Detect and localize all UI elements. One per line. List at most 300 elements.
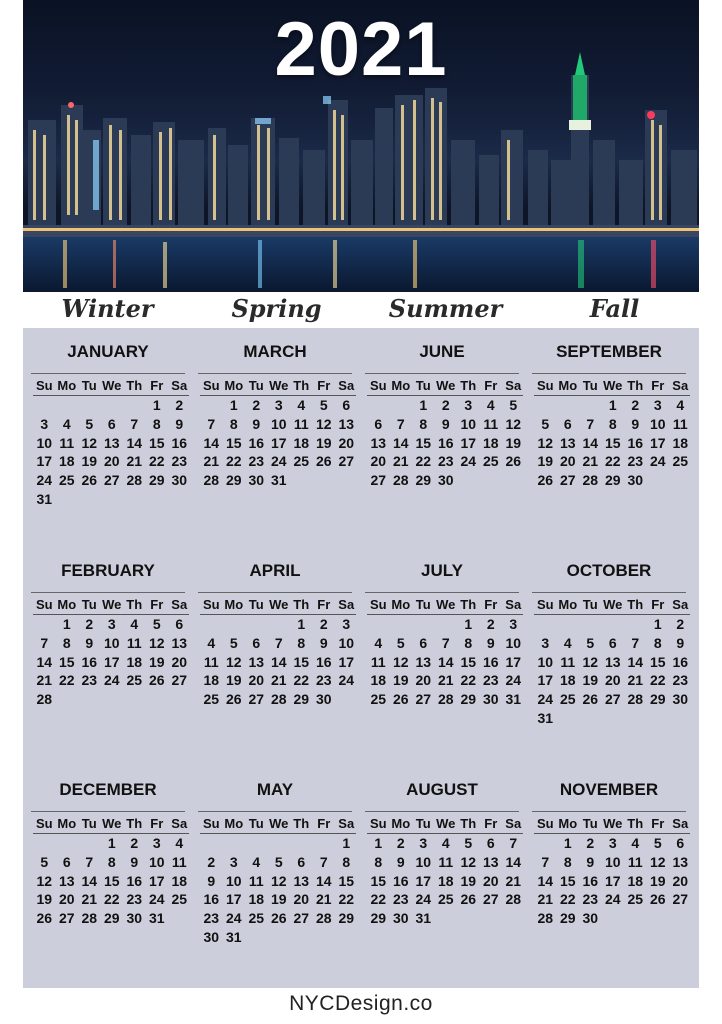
weekday-label: Sa [171, 378, 188, 393]
day-cell: 12 [270, 872, 287, 889]
weekday-label: Su [202, 816, 220, 831]
empty-day-cell [56, 490, 79, 509]
day-cell: 16 [81, 653, 98, 670]
day-cell: 1 [297, 616, 306, 632]
day-cell: 20 [248, 672, 265, 689]
empty-day-cell [223, 834, 246, 853]
weekday-label: Mo [57, 597, 77, 612]
week-row [534, 909, 690, 928]
day-cell: 5 [541, 415, 550, 432]
day-cell: 18 [126, 653, 143, 670]
weekday-label: We [102, 597, 122, 612]
week-row [33, 415, 189, 434]
weekday-label: Tu [81, 816, 97, 831]
day-cell: 7 [396, 415, 405, 432]
day-cell: 27 [293, 910, 310, 927]
day-cell: 2 [130, 835, 139, 851]
day-cell: 22 [293, 672, 310, 689]
day-cell: 11 [370, 653, 386, 670]
day-cell: 29 [649, 691, 666, 708]
day-cell: 4 [62, 415, 71, 432]
day-cell: 4 [631, 835, 640, 851]
day-cell: 24 [338, 672, 355, 689]
day-cell: 23 [81, 672, 98, 689]
weekday-label: Fr [651, 597, 665, 612]
day-cell: 10 [649, 415, 666, 432]
day-cell: 11 [171, 853, 187, 870]
day-cell: 1 [608, 397, 617, 413]
day-cell: 26 [392, 691, 409, 708]
day-cell: 14 [36, 653, 53, 670]
day-cell: 6 [419, 634, 428, 651]
day-cell: 5 [229, 634, 238, 651]
empty-day-cell [557, 396, 580, 415]
day-cell: 2 [441, 397, 450, 413]
week-row [367, 452, 523, 471]
day-cell: 28 [582, 472, 599, 489]
day-cell: 19 [148, 653, 165, 670]
week-row [200, 396, 356, 415]
weekday-label: Mo [558, 597, 578, 612]
day-cell: 31 [36, 490, 53, 507]
day-cell: 24 [148, 891, 165, 908]
day-cell: 6 [175, 616, 184, 632]
day-cell: 1 [464, 616, 473, 632]
day-cell: 4 [676, 397, 685, 413]
day-cell: 29 [293, 691, 310, 708]
day-cell: 13 [415, 653, 432, 670]
week-row [367, 434, 523, 453]
day-cell: 16 [627, 434, 644, 451]
week-row [534, 452, 690, 471]
day-cell: 3 [419, 835, 428, 851]
day-cell: 25 [126, 672, 143, 689]
week-row [33, 434, 189, 453]
week-row [200, 653, 356, 672]
week-row [534, 415, 690, 434]
empty-day-cell [457, 471, 480, 490]
weekday-label: Fr [484, 597, 498, 612]
weekday-label: Sa [672, 816, 689, 831]
day-cell: 5 [319, 397, 328, 413]
day-cell: 12 [148, 634, 165, 651]
day-cell: 13 [370, 434, 387, 451]
week-row [534, 853, 690, 872]
empty-day-cell [146, 690, 169, 709]
weekday-label: We [436, 816, 456, 831]
day-cell: 8 [152, 415, 161, 432]
day-cell: 21 [270, 672, 287, 689]
day-cell: 24 [103, 672, 120, 689]
day-cell: 19 [582, 672, 599, 689]
empty-day-cell [101, 690, 124, 709]
week-row [200, 909, 356, 928]
weekday-label: Th [126, 597, 143, 612]
day-cell: 18 [672, 434, 689, 451]
empty-day-cell [480, 909, 503, 928]
day-cell: 27 [58, 910, 75, 927]
weekday-header [367, 814, 523, 834]
day-cell: 28 [537, 910, 554, 927]
weekday-label: Mo [57, 378, 77, 393]
day-cell: 20 [171, 653, 188, 670]
day-cell: 20 [370, 453, 387, 470]
day-cell: 21 [582, 453, 599, 470]
day-cell: 25 [248, 910, 265, 927]
day-cell: 13 [293, 872, 310, 889]
day-cell: 10 [36, 434, 53, 451]
day-cell: 20 [559, 453, 576, 470]
weekday-label: Mo [57, 816, 77, 831]
month-name: FEBRUARY [61, 561, 155, 580]
day-cell: 2 [252, 397, 261, 413]
day-cell: 16 [437, 434, 454, 451]
empty-day-cell [602, 909, 625, 928]
day-cell: 27 [415, 691, 432, 708]
day-cell: 3 [464, 397, 473, 413]
day-cell: 22 [559, 891, 576, 908]
day-cell: 11 [126, 634, 142, 651]
day-cell: 16 [482, 653, 499, 670]
day-cell: 18 [171, 872, 188, 889]
week-row [200, 928, 356, 947]
day-cell: 13 [58, 872, 75, 889]
day-cell: 1 [107, 835, 116, 851]
empty-day-cell [268, 834, 291, 853]
empty-day-cell [624, 615, 647, 634]
day-cell: 15 [559, 872, 576, 889]
empty-day-cell [624, 909, 647, 928]
season-winter: Winter [61, 294, 154, 323]
day-cell: 21 [126, 453, 143, 470]
empty-day-cell [56, 690, 79, 709]
day-cell: 30 [171, 472, 188, 489]
week-row [200, 872, 356, 891]
day-cell: 25 [672, 453, 689, 470]
weekday-label: Sa [672, 597, 689, 612]
month-may [194, 779, 356, 947]
day-cell: 5 [396, 634, 405, 651]
day-cell: 23 [315, 672, 332, 689]
month-september [528, 341, 690, 490]
day-cell: 24 [460, 453, 477, 470]
month-march [194, 341, 356, 490]
weekday-label: Th [460, 378, 477, 393]
day-cell: 22 [649, 672, 666, 689]
weekday-label: Sa [505, 378, 522, 393]
day-cell: 21 [505, 872, 522, 889]
day-cell: 23 [437, 453, 454, 470]
weekday-label: Sa [171, 816, 188, 831]
month-divider [365, 811, 519, 812]
weekday-label: Th [293, 816, 310, 831]
empty-day-cell [647, 471, 670, 490]
day-cell: 9 [319, 634, 328, 651]
empty-day-cell [200, 396, 223, 415]
week-row [367, 890, 523, 909]
week-row [33, 890, 189, 909]
day-cell: 12 [460, 853, 477, 870]
day-cell: 10 [505, 634, 522, 651]
weekday-header [534, 814, 690, 834]
weekday-label: We [603, 378, 623, 393]
day-cell: 12 [582, 653, 599, 670]
month-name: OCTOBER [566, 561, 652, 580]
day-cell: 16 [392, 872, 409, 889]
empty-day-cell [78, 834, 101, 853]
city-skyline-photo [23, 0, 699, 292]
weekday-label: Tu [248, 378, 264, 393]
day-cell: 22 [58, 672, 75, 689]
day-cell: 3 [274, 397, 283, 413]
day-cell: 9 [631, 415, 640, 432]
empty-day-cell [557, 615, 580, 634]
day-cell: 16 [248, 434, 265, 451]
day-cell: 24 [537, 691, 554, 708]
day-cell: 24 [36, 472, 53, 489]
day-cell: 12 [537, 434, 554, 451]
day-cell: 3 [152, 835, 161, 851]
day-cell: 24 [225, 910, 242, 927]
day-cell: 13 [248, 653, 265, 670]
empty-day-cell [502, 909, 525, 928]
month-october [528, 560, 690, 728]
day-cell: 9 [130, 853, 139, 870]
weekday-label: Su [35, 597, 53, 612]
day-cell: 19 [270, 891, 287, 908]
weekday-header [33, 376, 189, 396]
month-name: JULY [421, 561, 463, 580]
weekday-label: Su [536, 597, 554, 612]
week-row [200, 615, 356, 634]
day-cell: 1 [653, 616, 662, 632]
footer-brand: NYCDesign.co [289, 992, 433, 1015]
month-name: JUNE [419, 342, 465, 361]
weekday-header [200, 595, 356, 615]
day-cell: 29 [225, 472, 242, 489]
weekday-label: Tu [81, 597, 97, 612]
day-cell: 26 [81, 472, 98, 489]
day-cell: 21 [392, 453, 409, 470]
week-row [367, 690, 523, 709]
day-cell: 7 [40, 634, 49, 651]
day-cell: 8 [563, 853, 572, 870]
day-cell: 30 [482, 691, 499, 708]
empty-day-cell [245, 928, 268, 947]
month-december [27, 779, 189, 928]
day-cell: 5 [586, 634, 595, 651]
day-cell: 27 [370, 472, 387, 489]
empty-day-cell [123, 690, 146, 709]
week-row [534, 890, 690, 909]
month-divider [532, 373, 686, 374]
day-cell: 25 [370, 691, 387, 708]
day-cell: 8 [608, 415, 617, 432]
day-cell: 25 [559, 691, 576, 708]
month-divider [365, 592, 519, 593]
day-cell: 23 [203, 910, 220, 927]
day-cell: 14 [537, 872, 554, 889]
month-divider [198, 592, 352, 593]
weekday-label: Su [536, 816, 554, 831]
day-cell: 9 [486, 634, 495, 651]
weekday-header [33, 595, 189, 615]
weekday-label: Tu [415, 378, 431, 393]
season-fall: Fall [589, 294, 640, 323]
month-divider [532, 592, 686, 593]
day-cell: 8 [464, 634, 473, 651]
empty-day-cell [624, 709, 647, 728]
day-cell: 8 [62, 634, 71, 651]
empty-day-cell [78, 490, 101, 509]
day-cell: 7 [509, 835, 518, 851]
day-cell: 29 [559, 910, 576, 927]
week-row [33, 690, 189, 709]
day-cell: 4 [441, 835, 450, 851]
month-november [528, 779, 690, 928]
month-divider [31, 811, 185, 812]
day-cell: 20 [338, 434, 355, 451]
empty-day-cell [33, 396, 56, 415]
day-cell: 17 [537, 672, 554, 689]
day-cell: 1 [62, 616, 71, 632]
day-cell: 11 [203, 653, 219, 670]
empty-day-cell [268, 928, 291, 947]
month-february [27, 560, 189, 709]
day-cell: 15 [148, 434, 165, 451]
day-cell: 9 [175, 415, 184, 432]
empty-day-cell [390, 396, 413, 415]
day-cell: 13 [338, 415, 355, 432]
day-cell: 8 [297, 634, 306, 651]
week-row [534, 872, 690, 891]
weekday-label: Tu [81, 378, 97, 393]
day-cell: 19 [81, 453, 98, 470]
day-cell: 20 [415, 672, 432, 689]
empty-day-cell [290, 471, 313, 490]
empty-day-cell [335, 471, 358, 490]
day-cell: 19 [225, 672, 242, 689]
day-cell: 19 [537, 453, 554, 470]
day-cell: 31 [505, 691, 522, 708]
week-row [367, 909, 523, 928]
day-cell: 8 [374, 853, 383, 870]
day-cell: 25 [627, 891, 644, 908]
day-cell: 10 [537, 653, 554, 670]
week-row [367, 615, 523, 634]
day-cell: 12 [392, 653, 409, 670]
empty-day-cell [33, 834, 56, 853]
month-april [194, 560, 356, 709]
day-cell: 12 [649, 853, 666, 870]
day-cell: 20 [293, 891, 310, 908]
day-cell: 13 [604, 653, 621, 670]
empty-day-cell [168, 690, 191, 709]
day-cell: 2 [586, 835, 595, 851]
day-cell: 19 [315, 434, 332, 451]
empty-day-cell [268, 615, 291, 634]
day-cell: 1 [152, 397, 161, 413]
day-cell: 27 [338, 453, 355, 470]
day-cell: 20 [672, 872, 689, 889]
day-cell: 30 [582, 910, 599, 927]
empty-day-cell [647, 909, 670, 928]
day-cell: 21 [203, 453, 220, 470]
week-row [534, 690, 690, 709]
day-cell: 9 [586, 853, 595, 870]
day-cell: 19 [392, 672, 409, 689]
day-cell: 16 [672, 653, 689, 670]
day-cell: 22 [103, 891, 120, 908]
day-cell: 27 [248, 691, 265, 708]
day-cell: 15 [103, 872, 120, 889]
empty-day-cell [367, 396, 390, 415]
month-divider [198, 373, 352, 374]
weekday-label: Su [369, 597, 387, 612]
weekday-label: Tu [248, 597, 264, 612]
day-cell: 23 [672, 672, 689, 689]
day-cell: 30 [437, 472, 454, 489]
day-cell: 1 [229, 397, 238, 413]
day-cell: 29 [103, 910, 120, 927]
day-cell: 30 [248, 472, 265, 489]
empty-day-cell [557, 709, 580, 728]
empty-day-cell [534, 834, 557, 853]
weekday-label: Sa [338, 597, 355, 612]
day-cell: 9 [252, 415, 261, 432]
day-cell: 10 [148, 853, 165, 870]
day-cell: 31 [415, 910, 432, 927]
day-cell: 4 [252, 853, 261, 870]
weekday-label: Fr [150, 378, 164, 393]
day-cell: 23 [482, 672, 499, 689]
empty-day-cell [602, 615, 625, 634]
week-row [534, 653, 690, 672]
day-cell: 8 [107, 853, 116, 870]
day-cell: 30 [203, 928, 220, 945]
day-cell: 18 [482, 434, 499, 451]
weekday-label: Mo [224, 816, 244, 831]
month-name: JANUARY [67, 342, 149, 361]
day-cell: 28 [505, 891, 522, 908]
week-row [534, 834, 690, 853]
day-cell: 26 [225, 691, 242, 708]
day-cell: 7 [207, 415, 216, 432]
empty-day-cell [200, 615, 223, 634]
empty-day-cell [56, 396, 79, 415]
empty-day-cell [290, 834, 313, 853]
weekday-header [200, 376, 356, 396]
day-cell: 14 [392, 434, 409, 451]
day-cell: 3 [342, 616, 351, 632]
weekday-label: Mo [224, 378, 244, 393]
day-cell: 10 [604, 853, 621, 870]
empty-day-cell [669, 709, 692, 728]
weekday-label: Th [293, 378, 310, 393]
day-cell: 3 [509, 616, 518, 632]
empty-day-cell [480, 471, 503, 490]
day-cell: 28 [81, 910, 98, 927]
day-cell: 11 [438, 853, 454, 870]
month-name: MARCH [243, 342, 307, 361]
day-cell: 14 [81, 872, 98, 889]
day-cell: 21 [437, 672, 454, 689]
day-cell: 19 [36, 891, 53, 908]
week-row [367, 415, 523, 434]
month-divider [198, 811, 352, 812]
day-cell: 25 [203, 691, 220, 708]
day-cell: 7 [586, 415, 595, 432]
